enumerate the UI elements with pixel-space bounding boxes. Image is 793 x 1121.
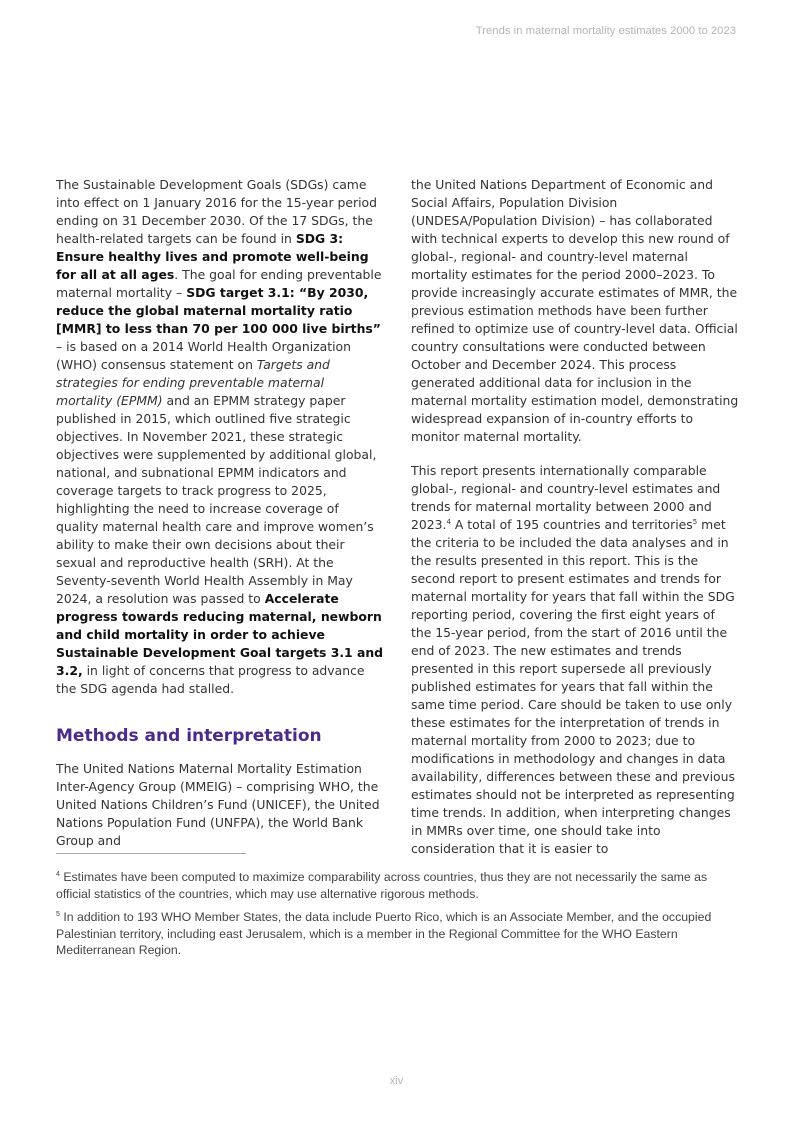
sdg-target-emphasis: SDG target 3.1: “By 2030, reduce the global maternal mortality ratio [MMR] to less than 70 per 100 000 live births” — [56, 285, 381, 336]
section-heading: Methods and interpretation — [56, 726, 322, 746]
running-header-title: Trends in maternal mortality estimates 2000 to 2023 — [475, 25, 736, 37]
intro-paragraph — [56, 176, 384, 698]
sdg3-emphasis: SDG 3: Ensure healthy lives and promote well-being for all at all ages — [56, 231, 369, 282]
body-text: in light of concerns that progress to advance the SDG agenda had stalled. — [56, 663, 365, 696]
footnote-4 — [56, 869, 741, 902]
body-text: This report presents internationally comparable global-, regional- and country-level estimates and trends for maternal mortality between 2000 and 2023. — [411, 463, 721, 532]
page-number: xiv — [389, 1075, 404, 1087]
footnote-marker: 4 — [56, 870, 60, 878]
footnotes — [56, 869, 741, 966]
footnote-text: Estimates have been computed to maximize comparability across countries, thus they are not necessarily the same as official statistics of the countries, which may use alternative rigorous methods. — [56, 870, 708, 901]
methods-continued-paragraph: the United Nations Department of Economic and Social Affairs, Population Division (UNDESA/Population Division) – has collaborated with technical experts to develop this new round of global-, regional- and country-level maternal mortality estimates for the period 2000–2023. To provide increasingly accurate estimates of MMR, the previous estimation methods have been further refined to optimize use of country-level data. Official country consultations were conducted between October and December 2024. This process generated additional data for inclusion in the maternal mortality estimation model, demonstrating widespread expansion of in-country efforts to monitor maternal mortality. — [411, 177, 739, 444]
footnote-divider — [56, 853, 246, 854]
body-text: met the criteria to be included the data analyses and in the results presented in this report. This is the second report to present estimates and trends for maternal mortality for years that fall within the SDG reporting period, covering the first eight years of the 15-year period, from the start of 2016 until the end of 2023. The new estimates and trends presented in this report supersede all previously published estimates for years that fall within the same time period. Care should be taken to use only these estimates for the interpretation of trends in maternal mortality from 2000 to 2023; due to modifications in methodology and changes in data availability, differences between these and previous estimates should not be interpreted as representing time trends. In addition, when interpreting changes in MMRs over time, one should take into consideration that it is easier to — [411, 517, 735, 856]
resolution-emphasis: Accelerate progress towards reducing maternal, newborn and child mortality in order to achieve Sustainable Development Goal targets 3.1 and 3.2, — [56, 591, 384, 678]
methods-paragraph: The United Nations Maternal Mortality Estimation Inter-Agency Group (MMEIG) – comprising WHO, the United Nations Children’s Fund (UNICEF), the United Nations Population Fund (UNFPA), the World Bank Group and — [56, 761, 380, 848]
body-text: and an EPMM strategy paper published in 2015, which outlined five strategic objectives. In November 2021, these strategic objectives were supplemented by additional global, national, and subnational EPMM indicators and coverage targets to track progress to 2025, highlighting the need to increase coverage of quality maternal health care and improve women’s ability to make their own decisions about their sexual and reproductive health (SRH). At the Seventy-seventh World Health Assembly in May 2024, a resolution was passed to — [56, 393, 377, 606]
footnote-marker: 5 — [56, 910, 60, 918]
footnote-ref-4[interactable]: 4 — [446, 517, 451, 526]
report-scope-paragraph — [411, 462, 739, 858]
body-text: The Sustainable Development Goals (SDGs) came into effect on 1 January 2016 for the 15-year period ending on 31 December 2030. Of the 17 SDGs, the health-related targets can be found in — [56, 177, 377, 246]
footnote-5 — [56, 909, 741, 959]
footnote-ref-5[interactable]: 5 — [692, 517, 698, 526]
body-text: . The goal for ending preventable maternal mortality – — [56, 267, 382, 300]
body-text: – is based on a 2014 World Health Organization (WHO) consensus statement on — [56, 339, 351, 372]
document-title-italic: Targets and strategies for ending preventable maternal mortality (EPMM) — [56, 357, 330, 408]
footnote-text: In addition to 193 WHO Member States, the data include Puerto Rico, which is an Associate Member, and the occupied Palestinian territory, including east Jerusalem, which is a member in the Regional Committee for the WHO Eastern Mediterranean Region. — [56, 910, 712, 957]
body-text: A total of 195 countries and territories — [450, 517, 693, 532]
right-column — [411, 176, 739, 874]
left-column — [56, 176, 384, 866]
